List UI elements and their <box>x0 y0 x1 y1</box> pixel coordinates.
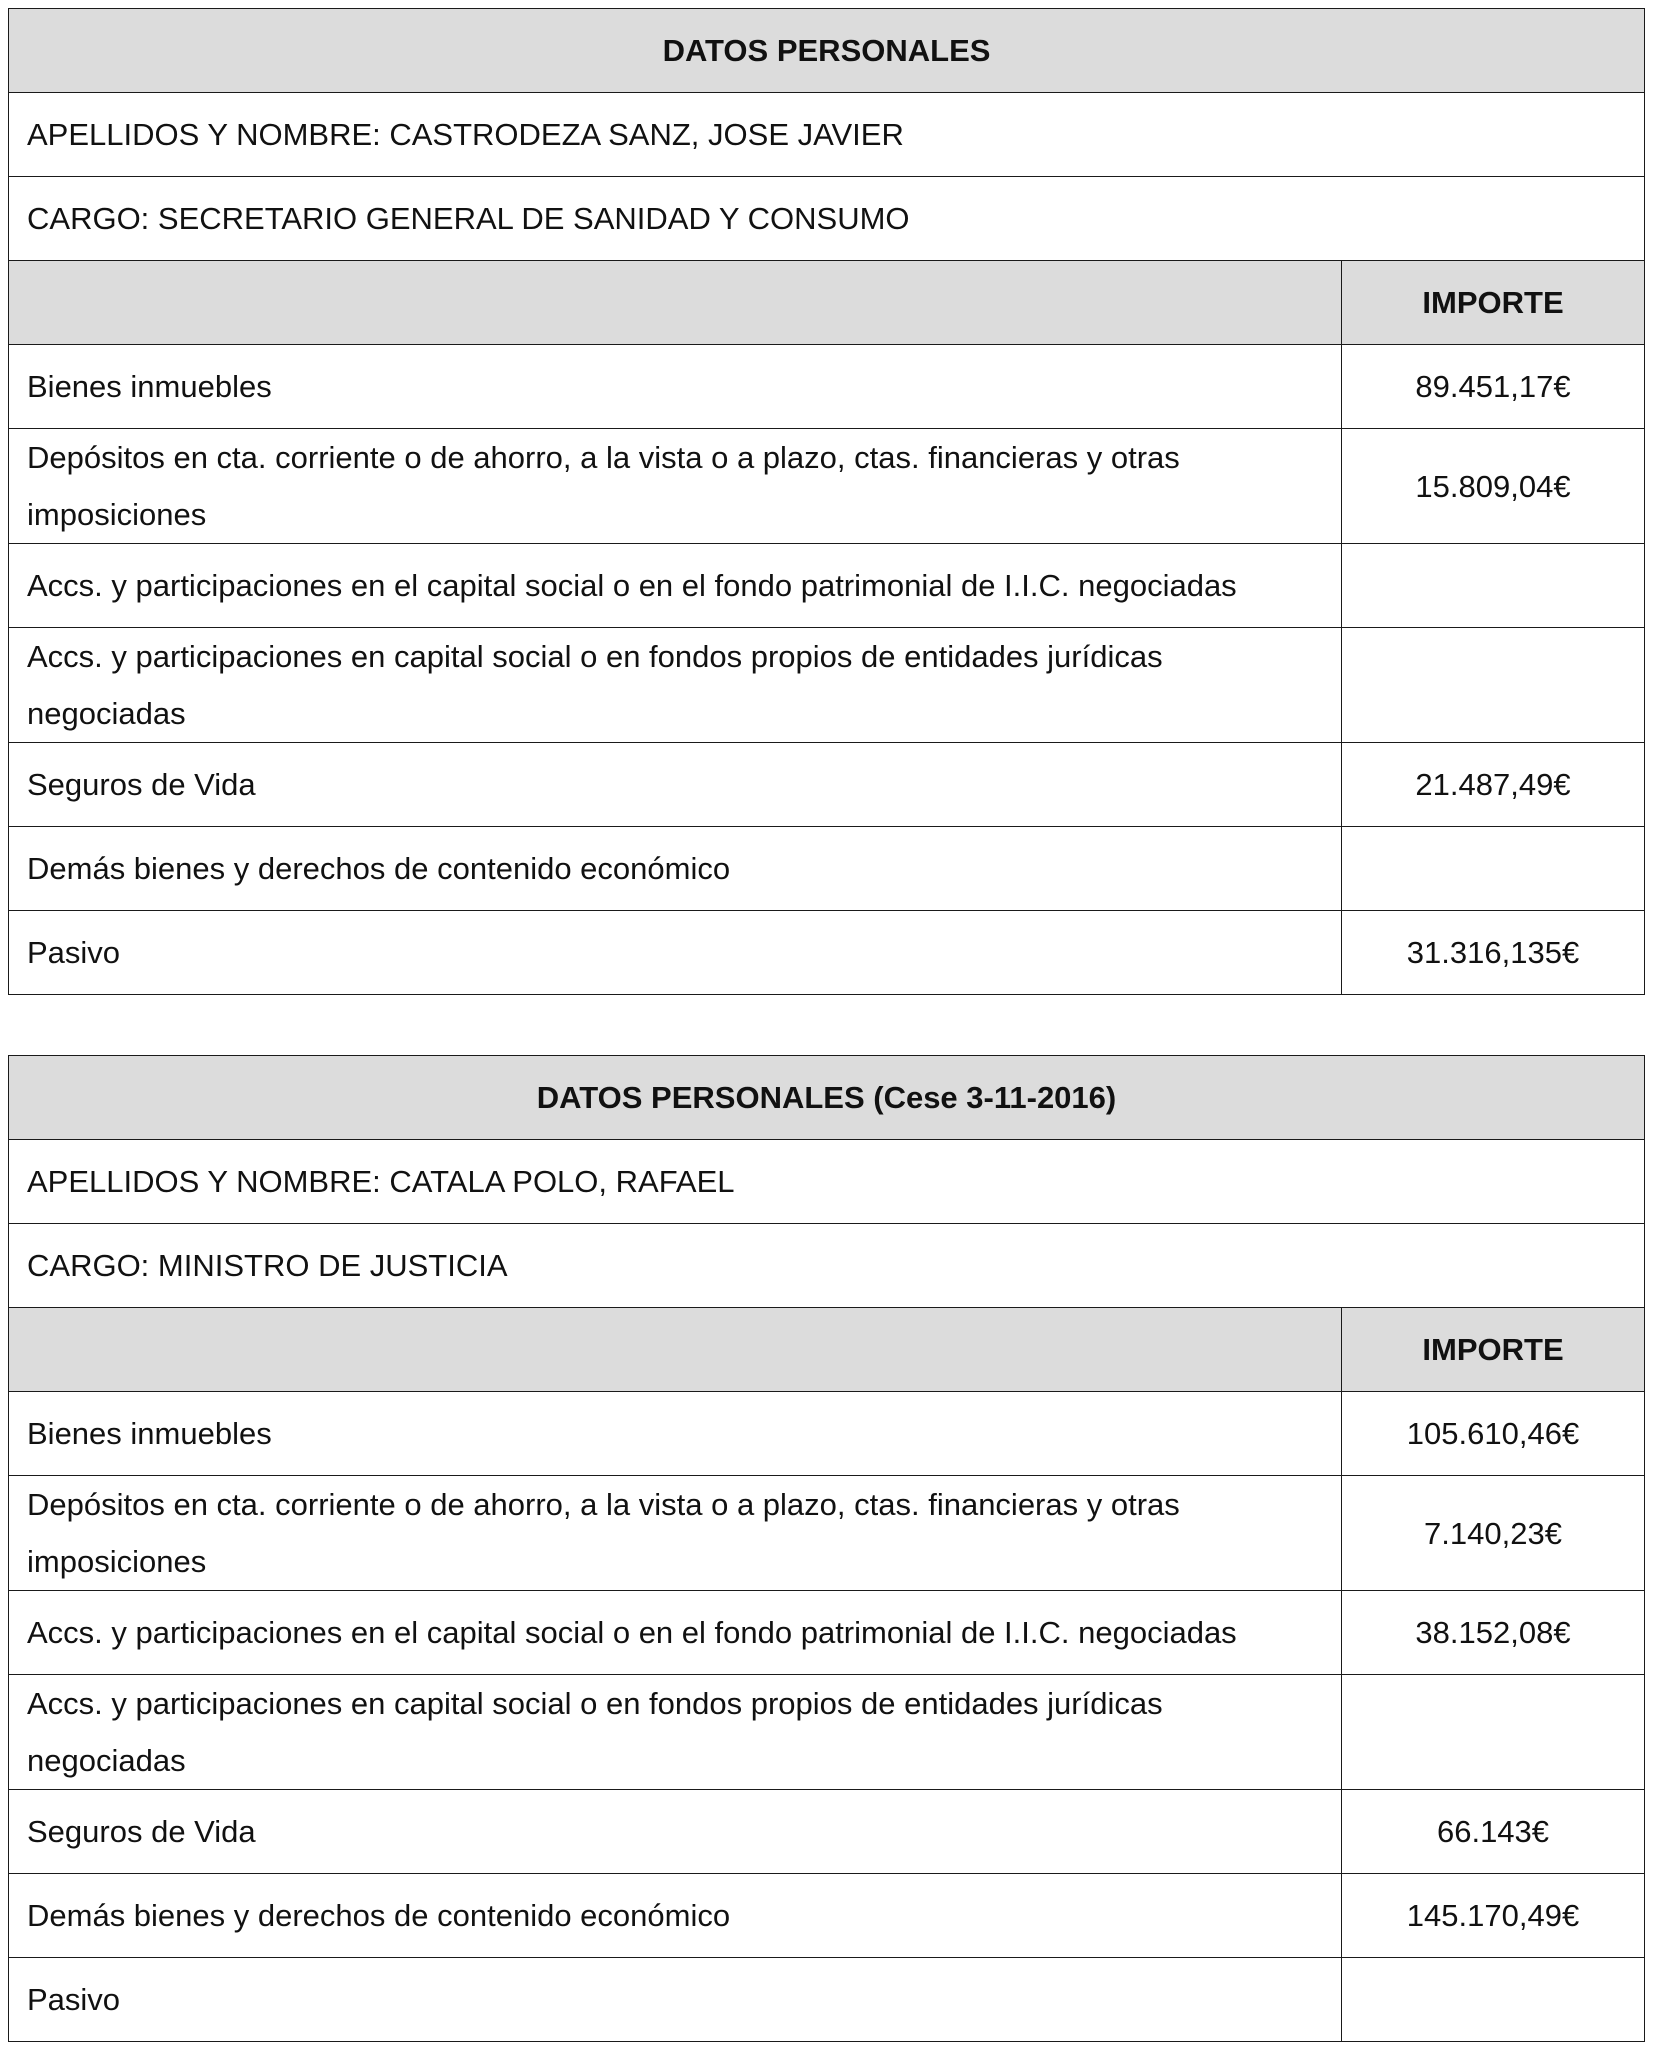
row-label: Bienes inmuebles <box>9 345 1342 429</box>
row-label: Pasivo <box>9 911 1342 995</box>
row-label: Accs. y participaciones en capital social o en fondos propios de entidades jurídicas negociadas <box>9 1675 1342 1790</box>
concept-column-header <box>9 261 1342 345</box>
table-row <box>9 743 1645 827</box>
row-amount: 15.809,04€ <box>1342 429 1645 544</box>
table-row <box>9 1958 1645 2042</box>
name-row <box>9 93 1645 177</box>
amount-column-header: IMPORTE <box>1342 261 1645 345</box>
row-amount <box>1342 1958 1645 2042</box>
table-row <box>9 345 1645 429</box>
row-label: Demás bienes y derechos de contenido económico <box>9 1874 1342 1958</box>
row-amount <box>1342 544 1645 628</box>
row-label: Depósitos en cta. corriente o de ahorro, a la vista o a plazo, ctas. financieras y otras imposiciones <box>9 1476 1342 1591</box>
name-row <box>9 1140 1645 1224</box>
position: CARGO: MINISTRO DE JUSTICIA <box>9 1224 1645 1308</box>
row-amount: 7.140,23€ <box>1342 1476 1645 1591</box>
row-label: Accs. y participaciones en el capital social o en el fondo patrimonial de I.I.C. negociadas <box>9 544 1342 628</box>
row-label: Demás bienes y derechos de contenido económico <box>9 827 1342 911</box>
row-amount: 145.170,49€ <box>1342 1874 1645 1958</box>
section-header-row <box>9 1056 1645 1140</box>
column-header-row <box>9 261 1645 345</box>
row-label: Pasivo <box>9 1958 1342 2042</box>
row-label: Depósitos en cta. corriente o de ahorro, a la vista o a plazo, ctas. financieras y otras imposiciones <box>9 429 1342 544</box>
row-amount: 105.610,46€ <box>1342 1392 1645 1476</box>
amount-column-header: IMPORTE <box>1342 1308 1645 1392</box>
section-header-row <box>9 9 1645 93</box>
row-amount: 31.316,135€ <box>1342 911 1645 995</box>
table-row <box>9 1874 1645 1958</box>
concept-column-header <box>9 1308 1342 1392</box>
table-row <box>9 1591 1645 1675</box>
row-amount: 66.143€ <box>1342 1790 1645 1874</box>
column-header-row <box>9 1308 1645 1392</box>
row-amount <box>1342 628 1645 743</box>
table-row <box>9 1476 1645 1591</box>
table-row <box>9 429 1645 544</box>
table-row <box>9 1790 1645 1874</box>
row-amount <box>1342 1675 1645 1790</box>
asset-declaration-table <box>8 8 1645 995</box>
section-header: DATOS PERSONALES <box>9 9 1645 93</box>
cargo-row <box>9 177 1645 261</box>
row-amount: 21.487,49€ <box>1342 743 1645 827</box>
position: CARGO: SECRETARIO GENERAL DE SANIDAD Y CONSUMO <box>9 177 1645 261</box>
row-label: Accs. y participaciones en el capital social o en el fondo patrimonial de I.I.C. negociadas <box>9 1591 1342 1675</box>
table-row <box>9 1675 1645 1790</box>
full-name: APELLIDOS Y NOMBRE: CASTRODEZA SANZ, JOSE JAVIER <box>9 93 1645 177</box>
asset-declaration-table <box>8 1055 1645 2042</box>
cargo-row <box>9 1224 1645 1308</box>
row-label: Accs. y participaciones en capital social o en fondos propios de entidades jurídicas negociadas <box>9 628 1342 743</box>
row-label: Bienes inmuebles <box>9 1392 1342 1476</box>
table-row <box>9 827 1645 911</box>
section-header: DATOS PERSONALES (Cese 3-11-2016) <box>9 1056 1645 1140</box>
table-row <box>9 911 1645 995</box>
row-amount: 89.451,17€ <box>1342 345 1645 429</box>
row-amount: 38.152,08€ <box>1342 1591 1645 1675</box>
full-name: APELLIDOS Y NOMBRE: CATALA POLO, RAFAEL <box>9 1140 1645 1224</box>
table-row <box>9 1392 1645 1476</box>
row-amount <box>1342 827 1645 911</box>
table-row <box>9 544 1645 628</box>
row-label: Seguros de Vida <box>9 743 1342 827</box>
table-row <box>9 628 1645 743</box>
row-label: Seguros de Vida <box>9 1790 1342 1874</box>
